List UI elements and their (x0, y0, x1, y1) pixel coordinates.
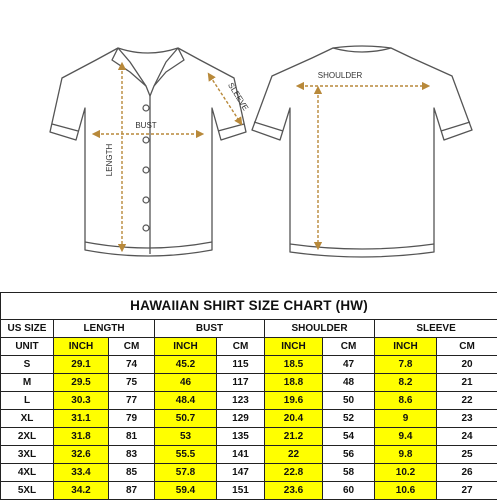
size-cell: S (1, 355, 54, 373)
bust-label: BUST (135, 121, 157, 130)
length-inch-cell: 33.4 (54, 463, 109, 481)
unit-label: UNIT (1, 337, 54, 355)
bust-inch-cell: 45.2 (155, 355, 217, 373)
bust-cm-cell: 123 (217, 391, 265, 409)
shoulder-inch-cell: 18.5 (265, 355, 323, 373)
length-inch-cell: 34.2 (54, 481, 109, 499)
size-cell: 5XL (1, 481, 54, 499)
shoulder-inch-cell: 18.8 (265, 373, 323, 391)
table-row (1, 373, 497, 391)
sleeve-inch-cell: 8.2 (375, 373, 437, 391)
bust-inch-cell: 53 (155, 427, 217, 445)
header-bust: BUST (155, 319, 265, 337)
size-cell: 3XL (1, 445, 54, 463)
size-cell: 2XL (1, 427, 54, 445)
shoulder-inch-cell: 23.6 (265, 481, 323, 499)
unit-cm: CM (109, 337, 155, 355)
sleeve-inch-cell: 10.2 (375, 463, 437, 481)
sleeve-inch-cell: 10.6 (375, 481, 437, 499)
table-row (1, 427, 497, 445)
length-inch-cell: 31.1 (54, 409, 109, 427)
table-row (1, 391, 497, 409)
header-us-size: US SIZE (1, 319, 54, 337)
sleeve-inch-cell: 9.4 (375, 427, 437, 445)
length-cm-cell: 75 (109, 373, 155, 391)
length-cm-cell: 77 (109, 391, 155, 409)
header-shoulder: SHOULDER (265, 319, 375, 337)
bust-inch-cell: 57.8 (155, 463, 217, 481)
sleeve-cm-cell: 22 (437, 391, 497, 409)
shoulder-inch-cell: 19.6 (265, 391, 323, 409)
sleeve-inch-cell: 7.8 (375, 355, 437, 373)
size-chart-table (0, 292, 497, 500)
length-inch-cell: 29.5 (54, 373, 109, 391)
shoulder-cm-cell: 58 (323, 463, 375, 481)
header-length: LENGTH (54, 319, 155, 337)
unit-inch: INCH (54, 337, 109, 355)
bust-cm-cell: 117 (217, 373, 265, 391)
bust-cm-cell: 151 (217, 481, 265, 499)
shoulder-inch-cell: 22.8 (265, 463, 323, 481)
shoulder-cm-cell: 50 (323, 391, 375, 409)
shoulder-cm-cell: 52 (323, 409, 375, 427)
sleeve-inch-cell: 9 (375, 409, 437, 427)
shoulder-cm-cell: 60 (323, 481, 375, 499)
length-label: LENGTH (105, 143, 114, 177)
shoulder-cm-cell: 48 (323, 373, 375, 391)
sleeve-cm-cell: 20 (437, 355, 497, 373)
table-row (1, 355, 497, 373)
unit-inch: INCH (155, 337, 217, 355)
bust-cm-cell: 115 (217, 355, 265, 373)
length-cm-cell: 74 (109, 355, 155, 373)
sleeve-inch-cell: 9.8 (375, 445, 437, 463)
shoulder-label: SHOULDER (317, 71, 363, 80)
unit-cm: CM (217, 337, 265, 355)
unit-inch: INCH (265, 337, 323, 355)
size-cell: XL (1, 409, 54, 427)
shoulder-cm-cell: 56 (323, 445, 375, 463)
chart-unit-row (1, 337, 497, 355)
front-shirt-outline (50, 48, 246, 256)
shoulder-inch-cell: 21.2 (265, 427, 323, 445)
bust-inch-cell: 59.4 (155, 481, 217, 499)
chart-title: HAWAIIAN SHIRT SIZE CHART (HW) (1, 293, 497, 320)
shoulder-inch-cell: 22 (265, 445, 323, 463)
bust-inch-cell: 50.7 (155, 409, 217, 427)
sleeve-cm-cell: 24 (437, 427, 497, 445)
table-row (1, 445, 497, 463)
unit-cm: CM (437, 337, 497, 355)
sleeve-label: SLEEVE (226, 81, 251, 113)
length-inch-cell: 30.3 (54, 391, 109, 409)
sleeve-cm-cell: 21 (437, 373, 497, 391)
shoulder-inch-cell: 20.4 (265, 409, 323, 427)
length-cm-cell: 79 (109, 409, 155, 427)
sleeve-cm-cell: 26 (437, 463, 497, 481)
length-cm-cell: 83 (109, 445, 155, 463)
sleeve-cm-cell: 27 (437, 481, 497, 499)
shoulder-cm-cell: 54 (323, 427, 375, 445)
bust-cm-cell: 147 (217, 463, 265, 481)
bust-inch-cell: 55.5 (155, 445, 217, 463)
length-inch-cell: 29.1 (54, 355, 109, 373)
header-sleeve: SLEEVE (375, 319, 497, 337)
sleeve-inch-cell: 8.6 (375, 391, 437, 409)
length-cm-cell: 85 (109, 463, 155, 481)
table-row (1, 409, 497, 427)
bust-cm-cell: 141 (217, 445, 265, 463)
bust-inch-cell: 46 (155, 373, 217, 391)
table-row (1, 463, 497, 481)
unit-cm: CM (323, 337, 375, 355)
size-cell: L (1, 391, 54, 409)
table-row (1, 481, 497, 499)
sleeve-cm-cell: 23 (437, 409, 497, 427)
size-cell: M (1, 373, 54, 391)
sleeve-cm-cell: 25 (437, 445, 497, 463)
bust-cm-cell: 129 (217, 409, 265, 427)
unit-inch: INCH (375, 337, 437, 355)
length-inch-cell: 32.6 (54, 445, 109, 463)
size-cell: 4XL (1, 463, 54, 481)
length-inch-cell: 31.8 (54, 427, 109, 445)
length-cm-cell: 87 (109, 481, 155, 499)
bust-cm-cell: 135 (217, 427, 265, 445)
length-cm-cell: 81 (109, 427, 155, 445)
chart-header-row (1, 319, 497, 337)
bust-inch-cell: 48.4 (155, 391, 217, 409)
shoulder-cm-cell: 47 (323, 355, 375, 373)
